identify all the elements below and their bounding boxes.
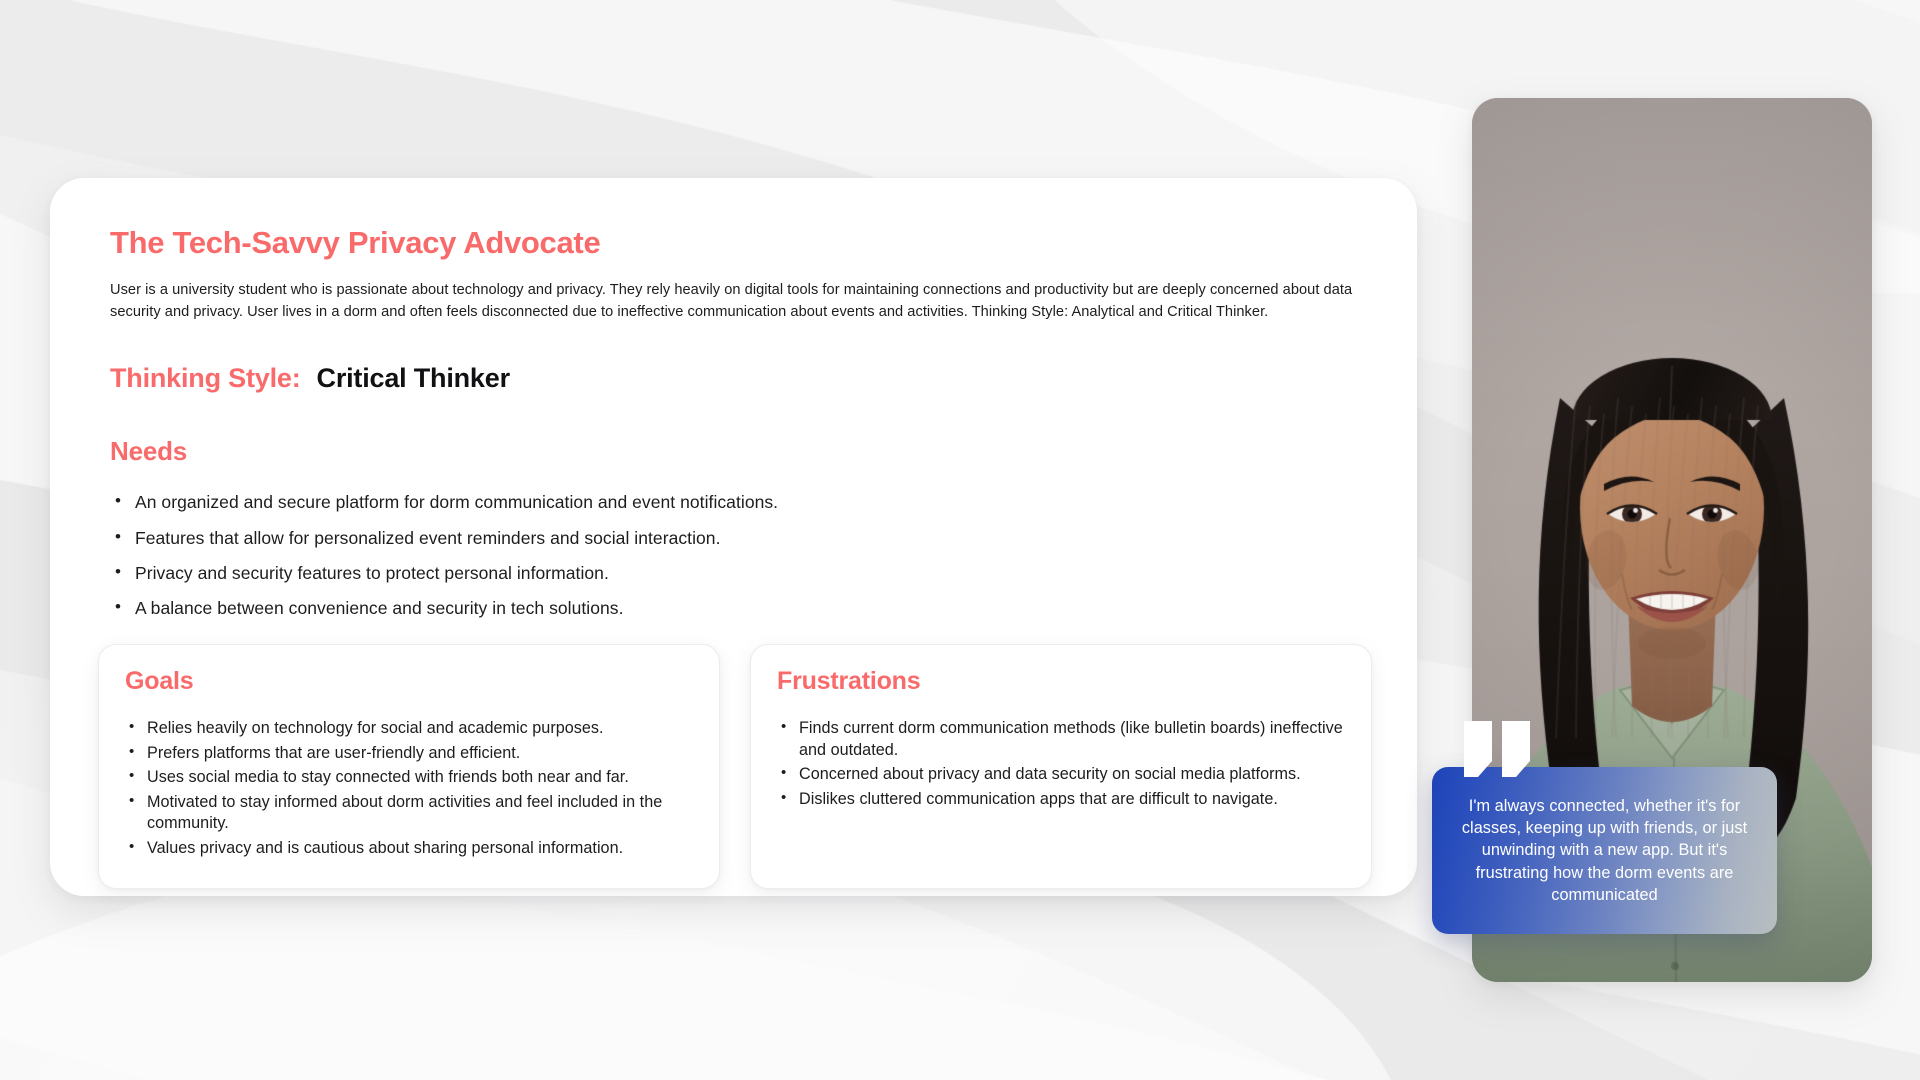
list-item: • Values privacy and is cautious about sharing personal information. bbox=[125, 838, 693, 860]
quote-block bbox=[1432, 767, 1777, 934]
page-title: The Tech-Savvy Privacy Advocate bbox=[110, 225, 601, 260]
needs-list bbox=[110, 489, 1357, 622]
persona-description: User is a university student who is passionate about technology and privacy. They rely heavily on digital tools for maintaining connections and productivity but are deeply concerned about data security and privacy. User lives in a dorm and often feels disconnected due to ineffective communication about events and activities. Thinking Style: Analytical and Critical Thinker. bbox=[110, 282, 1353, 321]
list-item: • Relies heavily on technology for social and academic purposes. bbox=[125, 718, 693, 740]
needs-heading: Needs bbox=[110, 436, 188, 467]
list-item: • An organized and secure platform for dorm communication and event notifications. bbox=[110, 489, 1357, 516]
quote-text: I'm always connected, whether it's for classes, keeping up with friends, or just unwinding with a new app. But it's frustrating how the dorm events are communicated bbox=[1461, 797, 1748, 904]
frustrations-heading: Frustrations bbox=[777, 667, 921, 695]
list-item: • Privacy and security features to protect personal information. bbox=[110, 560, 1357, 587]
list-item: • Features that allow for personalized event reminders and social interaction. bbox=[110, 525, 1357, 552]
list-item: • Dislikes cluttered communication apps that are difficult to navigate. bbox=[777, 789, 1345, 811]
thinking-style-row bbox=[110, 363, 1357, 394]
frustrations-card bbox=[750, 644, 1372, 889]
goals-heading: Goals bbox=[125, 667, 194, 695]
list-item: • Motivated to stay informed about dorm activities and feel included in the community. bbox=[125, 792, 693, 835]
list-item: • Uses social media to stay connected with friends both near and far. bbox=[125, 767, 693, 789]
thinking-style-label: Thinking Style: bbox=[110, 363, 301, 394]
list-item: • Concerned about privacy and data security on social media platforms. bbox=[777, 764, 1345, 786]
goals-card bbox=[98, 644, 720, 889]
list-item: • A balance between convenience and security in tech solutions. bbox=[110, 595, 1357, 622]
subcards-row bbox=[98, 644, 1373, 889]
goals-list bbox=[125, 718, 693, 859]
quote-box bbox=[1432, 767, 1777, 934]
quotation-mark-icon bbox=[1464, 721, 1536, 777]
frustrations-list bbox=[777, 718, 1345, 810]
list-item: • Finds current dorm communication methods (like bulletin boards) ineffective and outdated. bbox=[777, 718, 1345, 761]
thinking-style-value: Critical Thinker bbox=[316, 363, 510, 394]
list-item: • Prefers platforms that are user-friendly and efficient. bbox=[125, 743, 693, 765]
